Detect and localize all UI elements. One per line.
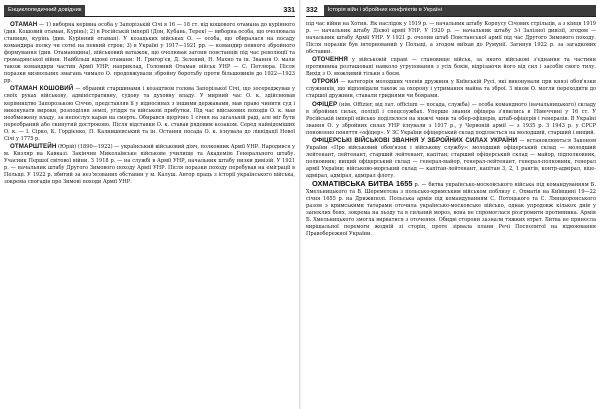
dictionary-entry-continued [306, 21, 596, 56]
entry-headword: ОТМАРШТЕЙН [10, 142, 57, 150]
dictionary-entry [306, 180, 596, 238]
left-running-head-title: Енциклопедичний довідник [4, 5, 85, 16]
entry-body: — 1) виборна керівна особа у Запорізькій Січі в 16 — 18 ст. від кошового отамана до курінного (див. Кошовий отаман, Курінь); 2) в Російській імперії (Дон, Кубань, Терек) — виборна особа, що очолювала станицю, курінь (див. Курінний отаман). У козацьких військах О. — особа, що обиралася на посаду командира полку чи сотні на певний строк; 3) в Україні у 1917—1921 рр. — командир певного збройного формування (див. Отаманщина), військовий ватажок, що очолював загони повстанців під час революції та громадянської війни. Найбільш відомі отамани: Н. Григор'єв, Д. Зелений, Н. Махно та ін. Звання О. мали також командири частин Армії УНР; наприклад, Головний Отаман військ УНР — С. Петлюра. Після поразки визвольних змагань чимало О. продовжували збройну боротьбу проти більшовиків до 1922—1923 рр. [4, 22, 295, 85]
entry-body: у військовій справі — становище військ, за якого військові з'єднання та частини противника розташовані навколо угруповання з усіх боків, відрізаючи його від сил і засобів свого тилу. Вихід з О. можливий тільки з боєм. [306, 57, 596, 78]
entry-headword: ОТАМАН КОШОВИЙ [10, 85, 74, 93]
dictionary-entry [306, 78, 596, 100]
right-text-column [306, 21, 596, 238]
entry-body: (Юрій) (1890—1922) — український військовий діяч, полковник Армії УНР. Народився у м. Кизляр на Кавказі. Закінчив Миколаївське військове училище та Академію Генерального штабу. Учасник Першої світової війни. З 1918 р. — на службі в Армії УНР, начальник штабу низки дивізій. У 1921 р. — начальник штабу Другого Зимового походу Армії УНР. Після поразки походу перебував на еміграції в Польщі. У 1922 р. вбитий за нез'ясованих обставин у м. Калуш. Автор праць з історії українського війська, зокрема спогадів про Зимові походи Армії УНР. [4, 143, 295, 186]
dictionary-entry [4, 85, 295, 142]
right-page [301, 0, 600, 409]
dictionary-entry [306, 137, 596, 180]
entry-body: під час війни на Хотин. Як наслідок у 1919 р. — начальник штабу Корпусу Січових стрільців, а з кінця 1919 р. — начальник штабу Дієвої армії УНР. У 1920 р. — начальник штабу 3-ї Залізної дивізії, згодом — начальник штабу Армії УНР. У 1921 р. очолив штаб Повстанської армії під час Другого Зимового походу. Після поразки був інтернований у Польщі, а згодом виїхав до Румунії. Загинув 1922 р. за загадкових обставин. [306, 21, 596, 56]
right-page-number: 332 [306, 6, 318, 14]
dictionary-entry [306, 56, 596, 78]
entry-headword: ОФІЦЕР [312, 100, 338, 108]
left-page-number: 331 [283, 6, 295, 14]
entry-headword: ОТАМАН [10, 21, 38, 28]
entry-body: — встановлюються Законом України «Про військовий обов'язок і військову службу»: молодший офіцерський склад — молодший лейтенант, лейтенант, старший лейтенант, капітан; старший офіцерський склад — майор, підполковник, полковник; вищий офіцерський склад — генерал-майор, генерал-лейтенант, генерал-полковник, генерал армії України; військово-морський склад — капітан-лейтенант, капітан 3, 2, 1 рангів, контр-адмірал, віце-адмірал, адмірал, адмірал флоту. [306, 137, 596, 179]
right-running-head-title: Історія війн і збройних конфліктів в Україні [324, 5, 596, 16]
entry-body: — категорія молодших членів дружини у Київській Русі, які виконували при князі обов'язки служників, що відповідали також за охорону і утримання майна та зброї. З віком О. могли переходити до старшої дружини, ставали гриднями чи боярами. [306, 79, 596, 100]
entry-headword: ОТОЧЕННЯ [312, 56, 348, 64]
left-running-head [4, 4, 295, 17]
dictionary-entry [4, 143, 295, 186]
entry-body: р. — битва українсько-московського війська під командуванням Б. Хмельницького та В. Шереметєва з польсько-кримським військом поблизу с. Охматів на Київщині 19—22 січня 1655 р. на Дрижиполі. Польська армія під командуванням С. Потоцького та С. Лянцкоронського разом з кримськими татарами оточила українсько-московське військо, однак упродовж кількох днів у запеклих боях, зокрема на льоду та в сильний мороз, вона не спромоглася розгромити противника. Армія Б. Хмельницького змогла вирватися з оточення. Обидві сторони зазнали тяжких втрат. Битва не принесла вирішальної перемоги жодній зі сторін, проте зірвала плани Речі Посполитої на відвоювання Правобережної України. [306, 182, 596, 238]
entry-headword: ОХМАТІВСЬКА БИТВА 1655 [312, 179, 413, 189]
left-text-column [4, 21, 295, 186]
entry-headword: ОФІЦЕРСЬКІ ВІЙСЬКОВІ ЗВАННЯ У ЗБРОЙНИХ СИЛАХ УКРАЇНИ [312, 136, 518, 144]
entry-headword: ОТРОКИ [312, 78, 339, 86]
dictionary-entry [4, 21, 295, 85]
dictionary-entry [306, 101, 596, 137]
entry-body: — обраний старшинами і козацтвом голова Запорізької Січі, що зосереджував у своїх руках військову, адміністративну, судову та духовну владу. У мирний час О. к. здійснював керівництво Запорозькою Січчю, представляв її у відносинах з іншими державами, мав право чинити суд і виконувати вироки, розподіляв землі, угіддя та військові прибутки. Під час військових походів О. к. мав необмежену владу, за непослух карав на смерть. Обирався щорічно 1 січня на загальній раді, але міг бути переобраний або скинутий достроково. Після відставки О. к. ставав рядовим козаком. Серед найвідоміших О. к. — І. Сірко, К. Гордієнко, П. Калнишевський та ін. Остання посада О. к. існувала до ліквідації Нової Січі у 1775 р. [4, 86, 295, 142]
right-running-head [306, 4, 596, 17]
entry-body: (нім. Offizier, від лат. officium — посада, служба) — особа командного (начальницького) складу в збройних силах, поліції і спецслужбах. Уперше звання офіцера з'явились в Німеччині у 16 ст. У Російській імперії військо поділялося на нижчі чини та обер-офіцерів, штаб-офіцерів і генералів. В Україні звання О. у збройних силах УНР існували з 1917 р., у Червоній армії — з 1935 р. З 1943 р. у СРСР поновлено поняття «офіцер». У ЗС України офіцерський склад поділяється на молодший, старший і вищий. [306, 101, 596, 136]
